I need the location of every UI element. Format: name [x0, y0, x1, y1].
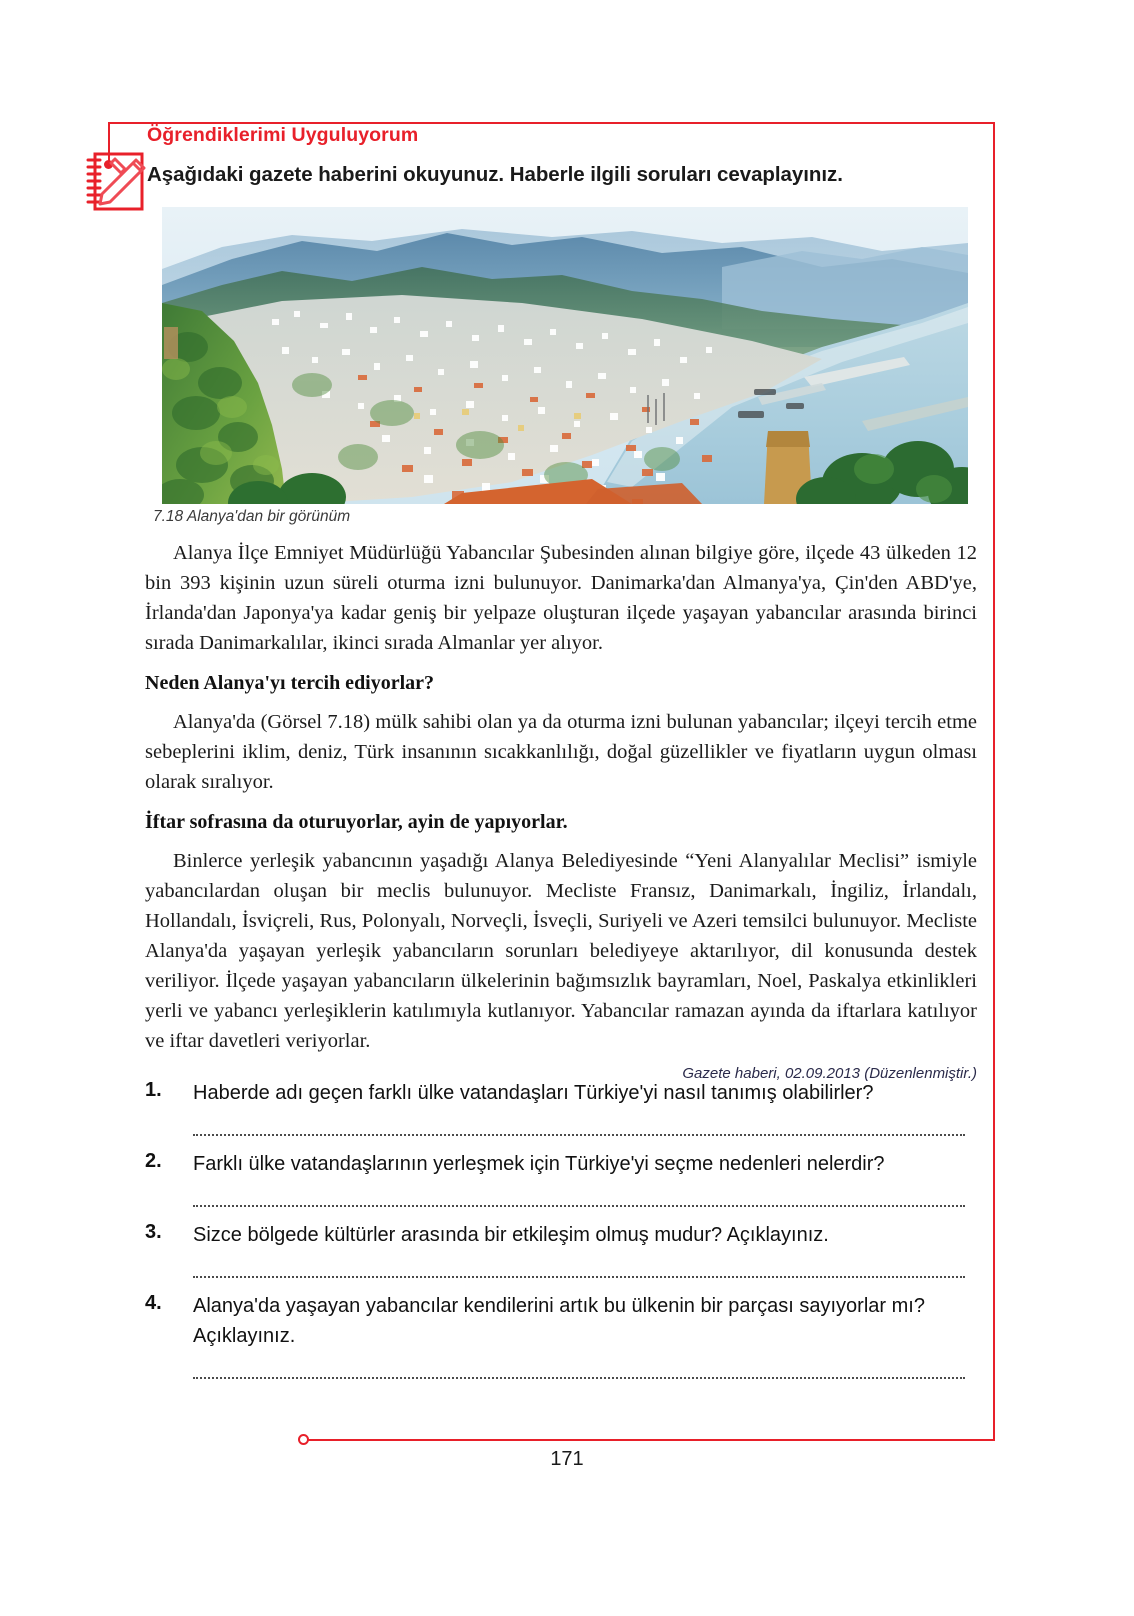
question-text: Haberde adı geçen farklı ülke vatandaşları Türkiye'yi nasıl tanımış olabilirler?: [193, 1082, 874, 1104]
question-text: Farklı ülke vatandaşlarının yerleşmek için Türkiye'yi seçme nedenleri nelerdir?: [193, 1153, 885, 1175]
question-item-1: [145, 1078, 977, 1108]
article-paragraph-1: Alanya İlçe Emniyet Müdürlüğü Yabancılar Şubesinden alınan bilgiye göre, ilçede 43 ülkeden 12 bin 393 kişinin uzun süreli oturma izni bulunuyor. Danimarka'dan Almanya'ya, Çin'den ABD'ye, İrlanda'dan Japonya'ya kadar geniş bir yelpaze oluşturan ilçede yaşayan yabancılar arasında birinci sırada Danimarkalılar, ikinci sırada Almanlar yer alıyor.: [145, 542, 977, 654]
answer-line-2[interactable]: [193, 1188, 965, 1207]
question-item-3: [145, 1220, 977, 1250]
question-number: 3.: [145, 1221, 162, 1243]
answer-line-3[interactable]: [193, 1259, 965, 1278]
article-paragraph-3: Binlerce yerleşik yabancının yaşadığı Alanya Belediyesinde “Yeni Alanyalılar Meclisi” ismiyle yabancılardan oluşan bir meclis bulunuyor. Mecliste Fransız, Danimarkalı, İngiliz, İrlandalı, Hollandalı, İsviçreli, Rus, Polonyalı, Norveçli, İsveçli, Suriyeli ve Azeri temsilci bulunuyor. Mecliste Alanya'da yaşayan yerleşik yabancıların sorunları belediyeye aktarılıyor, dil konusunda destek veriliyor. İlçede yaşayan yabancıların ülkelerinin bağımsızlık bayramları, Noel, Paskalya etkinlikleri yerli ve yabancı yerleşiklerin katılımıyla kutlanıyor. Yabancılar ramazan ayında da iftarlara katılıyor ve iftar davetleri veriyorlar.: [145, 850, 977, 1052]
notebook-pencil-icon: [84, 146, 156, 214]
question-number: 4.: [145, 1292, 162, 1314]
instruction-text: Aşağıdaki gazete haberini okuyunuz. Haberle ilgili soruları cevaplayınız.: [147, 163, 843, 186]
question-text: Alanya'da yaşayan yabancılar kendilerini artık bu ülkenin bir parçası sayıyorlar mı? Açıklayınız.: [193, 1295, 925, 1347]
alanya-photo: [162, 207, 968, 504]
question-text: Sizce bölgede kültürler arasında bir etkileşim olmuş mudur? Açıklayınız.: [193, 1224, 829, 1246]
question-number: 2.: [145, 1150, 162, 1172]
answer-line-1[interactable]: [193, 1117, 965, 1136]
page-frame-right-rule: [993, 122, 995, 1441]
question-item-4: [145, 1291, 977, 1351]
questions-list: [145, 1078, 977, 1392]
article-subhead-2: İftar sofrasına da oturuyorlar, ayin de yapıyorlar.: [145, 811, 568, 833]
question-number: 1.: [145, 1079, 162, 1101]
article-paragraph-2: Alanya'da (Görsel 7.18) mülk sahibi olan ya da oturma izni bulunan yabancılar; ilçeyi tercih etme sebeplerini iklim, deniz, Türk insanının sıcakkanlılığı, doğal güzellikler ve fiyatların uygun olması olarak sıralıyor.: [145, 711, 977, 793]
answer-line-4[interactable]: [193, 1360, 965, 1379]
article-body: [145, 538, 977, 1082]
page-frame-bottom-rule: [303, 1439, 995, 1441]
frame-dot-bottom: [298, 1434, 309, 1445]
article-subhead-1: Neden Alanya'yı tercih ediyorlar?: [145, 672, 435, 694]
article-source: Gazete haberi, 02.09.2013 (Düzenlenmiştir.): [682, 1065, 977, 1082]
figure-caption: 7.18 Alanya'dan bir görünüm: [153, 508, 351, 525]
section-title: Öğrendiklerimi Uyguluyorum: [147, 124, 419, 146]
question-item-2: [145, 1149, 977, 1179]
page-number: 171: [550, 1448, 584, 1470]
